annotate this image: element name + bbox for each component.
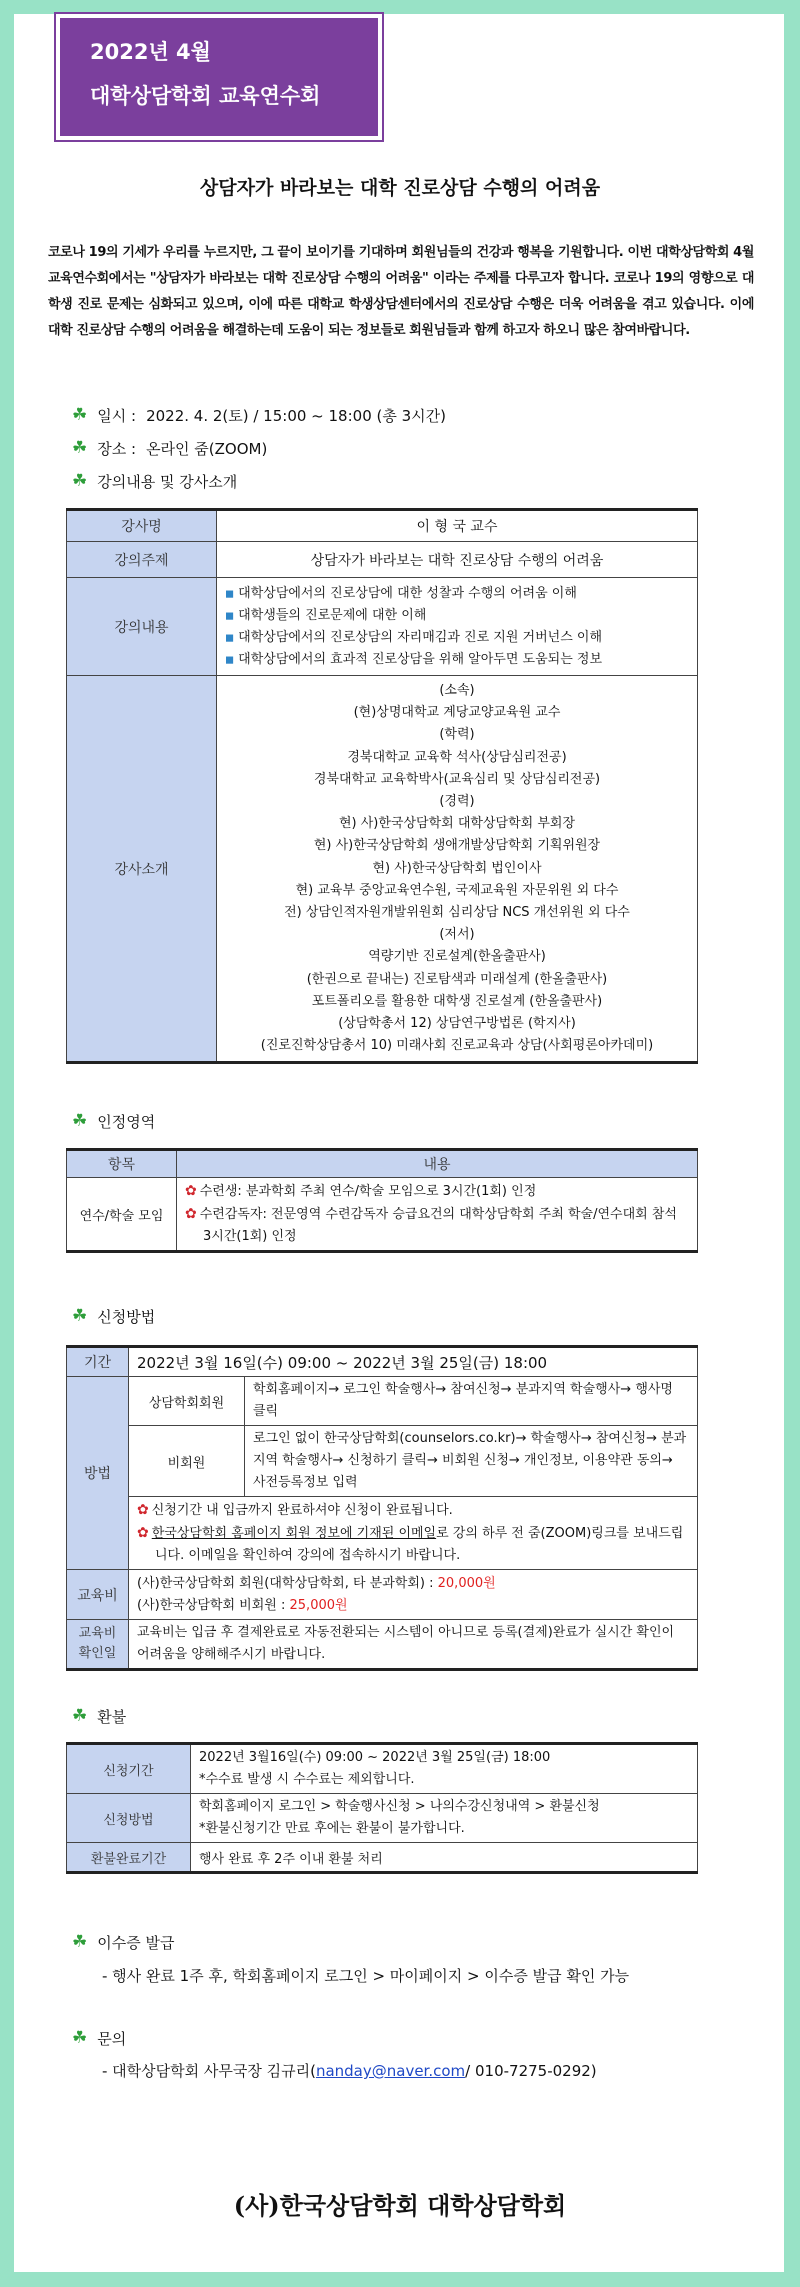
period-header: 기간 bbox=[67, 1347, 129, 1377]
list-item: ◼ 대학상담에서의 효과적 진로상담을 위해 알아두면 도움되는 정보 bbox=[225, 651, 603, 667]
refund-period-value: 2022년 3월16일(수) 09:00 ~ 2022년 3월 25일(금) 18:00 *수수료 발생 시 수수료는 제외합니다. bbox=[191, 1744, 698, 1794]
bio-line: 현) 사)한국상담학회 대학상담학회 부회장 bbox=[338, 816, 576, 832]
cube-icon: ◼ bbox=[225, 652, 235, 666]
intro-paragraph: 코로나 19의 기세가 우리를 누르지만, 그 끝이 보이기를 기대하며 회원님들의 건강과 행복을 기원합니다. 이번 대학상담학회 4월 교육연수회에서는 "상담자가 바라보는 대학 진로상담 수행의 어려움" 이라는 주제를 다루고자 합니다. 코로나 19의 영향으로 대학생 진로 문제는 심화되고 있으며, 이에 따른 대학교 학생상담센터에서의 진로상담 수행은 더욱 어려움을 겪고 있습니다. 이에 대학 진로상담 수행의 어려움을 해결하는데 도움이 되는 정보들로 회원님들과 함께 하고자 하오니 많은 참여바랍니다. bbox=[48, 245, 754, 338]
footer-organization: (사)한국상담학회 대학상담학회 bbox=[233, 2191, 567, 2220]
contact-heading bbox=[72, 2028, 126, 2049]
date-label: 일시 : bbox=[97, 407, 137, 425]
leaf-icon: ☘ bbox=[72, 1932, 88, 1952]
bio-line: (경력) bbox=[439, 794, 475, 810]
credit-table bbox=[66, 1148, 698, 1253]
bio-line: (소속) bbox=[439, 683, 475, 698]
leaf-icon: ☘ bbox=[72, 405, 88, 425]
bio-line: 현) 사)한국상담학회 법인이사 bbox=[372, 860, 542, 876]
leaf-icon: ☘ bbox=[72, 1306, 88, 1326]
contact-line: - 대학상담학회 사무국장 김규리(nanday@naver.com/ 010-7275-0292) bbox=[102, 2062, 597, 2080]
lecture-info-label: 강의내용 및 강사소개 bbox=[97, 473, 238, 491]
bio-line: 경북대학교 교육학박사(교육심리 및 상담심리전공) bbox=[313, 771, 601, 787]
contact-email-link[interactable]: nanday@naver.com bbox=[315, 2062, 466, 2080]
credit-heading bbox=[72, 1111, 155, 1132]
certificate-heading bbox=[72, 1932, 174, 1953]
bio-line: 전) 상담인적자원개발위원회 심리상담 NCS 개선위원 외 다수 bbox=[284, 905, 630, 921]
credit-col2: 내용 bbox=[177, 1150, 698, 1178]
credit-items bbox=[177, 1178, 698, 1252]
header-month: 2022년 4월 bbox=[90, 40, 211, 64]
flower-icon: ✿ bbox=[185, 1183, 197, 1199]
refund-table bbox=[66, 1742, 698, 1874]
leaf-icon: ☘ bbox=[72, 2028, 88, 2048]
refund-done-header: 환불완료기간 bbox=[67, 1843, 191, 1873]
member-steps: 학회홈페이지→ 로그인 학술행사→ 참여신청→ 분과지역 학술행사→ 행사명 클릭 bbox=[245, 1377, 698, 1426]
fee-header: 교육비 bbox=[67, 1570, 129, 1620]
bio-line: 현) 사)한국상담학회 생애개발상담학회 기획위원장 bbox=[313, 838, 601, 854]
refund-period-header: 신청기간 bbox=[67, 1744, 191, 1794]
list-item: ◼ 대학상담에서의 진로상담의 자리매김과 진로 지원 거버넌스 이해 bbox=[225, 629, 603, 645]
list-item: ◼ 대학상담에서의 진로상담에 대한 성찰과 수행의 어려움 이해 bbox=[225, 585, 577, 601]
date-line bbox=[72, 405, 446, 426]
header-banner bbox=[56, 14, 382, 140]
list-item: ✿ 수련감독자: 전문영역 수련감독자 승급요건의 대학상담학회 주최 학술/연수대회 참석 3시간(1회) 인정 bbox=[185, 1206, 677, 1244]
credit-col1: 항목 bbox=[67, 1150, 177, 1178]
lecturer-name: 이 형 국 교수 bbox=[217, 510, 698, 542]
apply-heading-label: 신청방법 bbox=[97, 1308, 156, 1326]
bio-line: (현)상명대학교 계당교양교육원 교수 bbox=[353, 705, 561, 721]
certificate-heading-label: 이수증 발급 bbox=[97, 1934, 175, 1952]
credit-row-label: 연수/학술 모임 bbox=[67, 1178, 177, 1252]
flower-icon: ✿ bbox=[137, 1525, 149, 1541]
nonmember-steps: 로그인 없이 한국상담학회(counselors.co.kr)→ 학술행사→ 참여신청→ 분과지역 학술행사→ 신청하기 클릭→ 비회원 신청→ 개인정보, 이용약관 동의→ 사전등록정보 입력 bbox=[245, 1426, 698, 1497]
member-header: 상담학회회원 bbox=[129, 1377, 245, 1426]
list-item: (사)한국상담학회 회원(대학상담학회, 타 분과학회) : 20,000원 bbox=[137, 1575, 496, 1591]
apply-heading bbox=[72, 1306, 155, 1327]
bio-line: (학력) bbox=[439, 727, 475, 743]
member-price: 20,000원 bbox=[437, 1575, 496, 1591]
nonmember-price: 25,000원 bbox=[289, 1597, 348, 1613]
topic-value: 상담자가 바라보는 대학 진로상담 수행의 어려움 bbox=[217, 542, 698, 578]
content-list bbox=[217, 578, 698, 676]
confirm-value: 교육비는 입금 후 결제완료로 자동전환되는 시스템이 아니므로 등록(결제)완료가 실시간 확인이 어려움을 양해해주시기 바랍니다. bbox=[129, 1620, 698, 1670]
content-header: 강의내용 bbox=[67, 578, 217, 676]
leaf-icon: ☘ bbox=[72, 471, 88, 491]
lecture-info-line bbox=[72, 471, 237, 492]
bio-list bbox=[217, 676, 698, 1063]
refund-method-header: 신청방법 bbox=[67, 1794, 191, 1843]
date-value: 2022. 4. 2(토) / 15:00 ~ 18:00 (총 3시간) bbox=[146, 407, 446, 425]
cube-icon: ◼ bbox=[225, 608, 235, 622]
bio-line: 역량기반 진로설계(한올출판사) bbox=[368, 949, 546, 965]
list-item: ✿ 수련생: 분과학회 주최 연수/학술 모임으로 3시간(1회) 인정 bbox=[185, 1183, 537, 1199]
flower-icon: ✿ bbox=[185, 1206, 197, 1222]
list-item: ✿ 한국상담학회 홈페이지 회원 정보에 기재된 이메일로 강의 하루 전 줌(ZOOM)링크를 보내드립니다. 이메일을 확인하여 강의에 접속하시기 바랍니다. bbox=[137, 1525, 684, 1563]
apply-table bbox=[66, 1345, 698, 1671]
refund-heading bbox=[72, 1706, 126, 1727]
bio-line: 포트폴리오를 활용한 대학생 진로설계 (한올출판사) bbox=[311, 993, 603, 1009]
bio-line: 현) 교육부 중앙교육연수원, 국제교육원 자문위원 외 다수 bbox=[295, 882, 619, 898]
document-title: 상담자가 바라보는 대학 진로상담 수행의 어려움 bbox=[199, 177, 601, 199]
leaf-icon: ☘ bbox=[72, 1706, 88, 1726]
bio-line: (저서) bbox=[439, 927, 475, 943]
list-item: ◼ 대학생들의 진로문제에 대한 이해 bbox=[225, 607, 427, 623]
confirm-header: 교육비 확인일 bbox=[67, 1620, 129, 1670]
bio-line: (상담학총서 12) 상담연구방법론 (학지사) bbox=[338, 1016, 576, 1032]
bio-line: (한권으로 끝내는) 진로탐색과 미래설계 (한올출판사) bbox=[306, 971, 608, 987]
contact-heading-label: 문의 bbox=[97, 2030, 127, 2048]
nonmember-header: 비회원 bbox=[129, 1426, 245, 1497]
bio-line: 경북대학교 교육학 석사(상담심리전공) bbox=[347, 749, 567, 765]
refund-heading-label: 환불 bbox=[97, 1708, 127, 1726]
place-value: 온라인 줌(ZOOM) bbox=[146, 440, 268, 458]
cube-icon: ◼ bbox=[225, 630, 235, 644]
list-item: (사)한국상담학회 비회원 : 25,000원 bbox=[137, 1597, 348, 1613]
lecture-table bbox=[66, 508, 698, 1064]
header-event-name: 대학상담학회 교육연수회 bbox=[90, 84, 321, 108]
bio-header: 강사소개 bbox=[67, 676, 217, 1063]
topic-header: 강의주제 bbox=[67, 542, 217, 578]
refund-done-value: 행사 완료 후 2주 이내 환불 처리 bbox=[191, 1843, 698, 1873]
place-label: 장소 : bbox=[97, 440, 137, 458]
place-line bbox=[72, 438, 267, 459]
leaf-icon: ☘ bbox=[72, 438, 88, 458]
refund-method-value: 학회홈페이지 로그인 > 학술행사신청 > 나의수강신청내역 > 환불신청 *환불신청기간 만료 후에는 환불이 불가합니다. bbox=[191, 1794, 698, 1843]
apply-notes bbox=[129, 1497, 698, 1570]
lecturer-name-header: 강사명 bbox=[67, 510, 217, 542]
list-item: ✿ 신청기간 내 입금까지 완료하셔야 신청이 완료됩니다. bbox=[137, 1502, 453, 1518]
fee-list bbox=[129, 1570, 698, 1620]
method-header: 방법 bbox=[67, 1377, 129, 1570]
cube-icon: ◼ bbox=[225, 586, 235, 600]
period-value: 2022년 3월 16일(수) 09:00 ~ 2022년 3월 25일(금) 18:00 bbox=[129, 1347, 698, 1377]
certificate-text: - 행사 완료 1주 후, 학회홈페이지 로그인 > 마이페이지 > 이수증 발급 확인 가능 bbox=[102, 1967, 630, 1985]
flower-icon: ✿ bbox=[137, 1502, 149, 1518]
leaf-icon: ☘ bbox=[72, 1111, 88, 1131]
credit-heading-label: 인정영역 bbox=[97, 1113, 156, 1131]
bio-line: (진로진학상담총서 10) 미래사회 진로교육과 상담(사회평론아카데미) bbox=[260, 1038, 654, 1054]
